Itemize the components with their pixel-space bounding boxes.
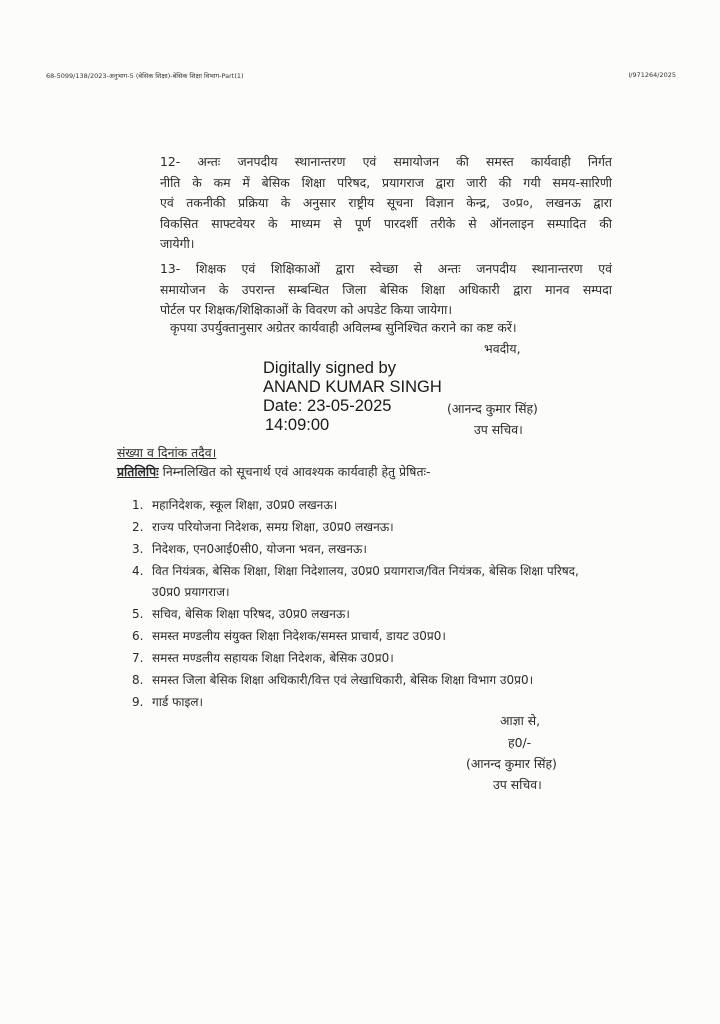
paragraph-13 xyxy=(160,259,612,321)
request-line: कृपया उपर्युक्तानुसार अग्रेतर कार्यवाही अविलम्ब सुनिश्चित कराने का कष्ट करें। xyxy=(170,320,517,335)
copy-intro: निम्नलिखित को सूचनार्थ एवं आवश्यक कार्यवाही हेतु प्रेषितः- xyxy=(162,464,431,479)
document-number: I/971264/2025 xyxy=(628,71,676,79)
digital-signature-line: Digitally signed by xyxy=(263,359,396,377)
list-item: 7. समस्त मण्डलीय सहायक शिक्षा निदेशक, बेसिक उ0प्र0। xyxy=(132,651,394,665)
closing-salutation: भवदीय, xyxy=(484,341,521,356)
paragraph-12-line: एवं तकनीकी प्रक्रिया के अनुसार राष्ट्रीय सूचना विज्ञान केन्द्र, उ०प्र०, लखनऊ द्वारा xyxy=(160,195,612,210)
list-item: 5. सचिव, बेसिक शिक्षा परिषद, उ0प्र0 लखनऊ। xyxy=(132,607,350,621)
copy-intro-line xyxy=(117,463,431,480)
order-line: आज्ञा से, xyxy=(500,713,541,728)
list-item: 8. समस्त जिला बेसिक शिक्षा अधिकारी/वित्त एवं लेखाधिकारी, बेसिक शिक्षा विभाग उ0प्र0। xyxy=(132,673,534,687)
list-item: 2. राज्य परियोजना निदेशक, समग्र शिक्षा, उ0प्र0 लखनऊ। xyxy=(132,520,394,534)
paragraph-12-line: 12- अन्तः जनपदीय स्थानान्तरण एवं समायोजन की समस्त कार्यवाही निर्गत xyxy=(160,154,612,169)
footer-signatory-name: (आनन्द कुमार सिंह) xyxy=(466,756,557,771)
list-item: 3. निदेशक, एन0आई0सी0, योजना भवन, लखनऊ। xyxy=(132,542,367,556)
paragraph-12 xyxy=(160,152,612,255)
footer-signatory-designation: उप सचिव। xyxy=(493,777,542,792)
paragraph-13-line: 13- शिक्षक एवं शिक्षिकाओं द्वारा स्वेच्छा से अन्तः जनपदीय स्थानान्तरण एवं xyxy=(160,261,612,276)
list-item: 4. वित नियंत्रक, बेसिक शिक्षा, शिक्षा निदेशालय, उ0प्र0 प्रयागराज/वित नियंत्रक, बेसिक शिक्षा परिषद, उ0प्र0 प्रयागराज। xyxy=(132,564,579,599)
signatory-designation: उप सचिव। xyxy=(474,422,523,437)
paragraph-13-line: पोर्टल पर शिक्षक/शिक्षिकाओं के विवरण को अपडेट किया जायेगा। xyxy=(160,302,453,317)
signatory-name: (आनन्द कुमार सिंह) xyxy=(447,401,538,416)
digital-signature-time: 14:09:00 xyxy=(265,416,330,434)
copy-label: प्रतिलिपिः xyxy=(117,464,159,479)
paragraph-13-line: समायोजन के उपरान्त सम्बन्धित जिला बेसिक शिक्षा अधिकारी द्वारा मानव सम्पदा xyxy=(160,281,612,297)
digital-signature-date: Date: 23-05-2025 xyxy=(263,397,392,415)
list-item: 6. समस्त मण्डलीय संयुक्त शिक्षा निदेशक/समस्त प्राचार्य, डायट उ0प्र0। xyxy=(132,629,446,643)
digital-signature-signer: ANAND KUMAR SINGH xyxy=(263,378,442,396)
distribution-list xyxy=(132,495,602,714)
file-reference: 68-5099/138/2023-अनुभाग-5 (बेसिक शिक्षा)-बेसिक शिक्षा विभाग-Part(1) xyxy=(46,72,244,80)
copy-heading: संख्या व दिनांक तदैव। xyxy=(117,445,217,460)
signed-mark: ह0/- xyxy=(508,735,532,750)
paragraph-12-line: विकसित साफ्टवेयर के माध्यम से पूर्ण पारदर्शी तरीके से ऑनलाइन सम्पादित की xyxy=(160,215,612,231)
digital-signature xyxy=(263,359,442,435)
list-item: 9. गार्ड फाइल। xyxy=(132,695,204,709)
paragraph-12-line: जायेगी। xyxy=(160,236,195,251)
paragraph-12-line: नीति के कम में बेसिक शिक्षा परिषद, प्रयागराज द्वारा जारी की गयी समय-सारिणी xyxy=(160,174,612,190)
list-item: 1. महानिदेशक, स्कूल शिक्षा, उ0प्र0 लखनऊ। xyxy=(132,498,338,512)
